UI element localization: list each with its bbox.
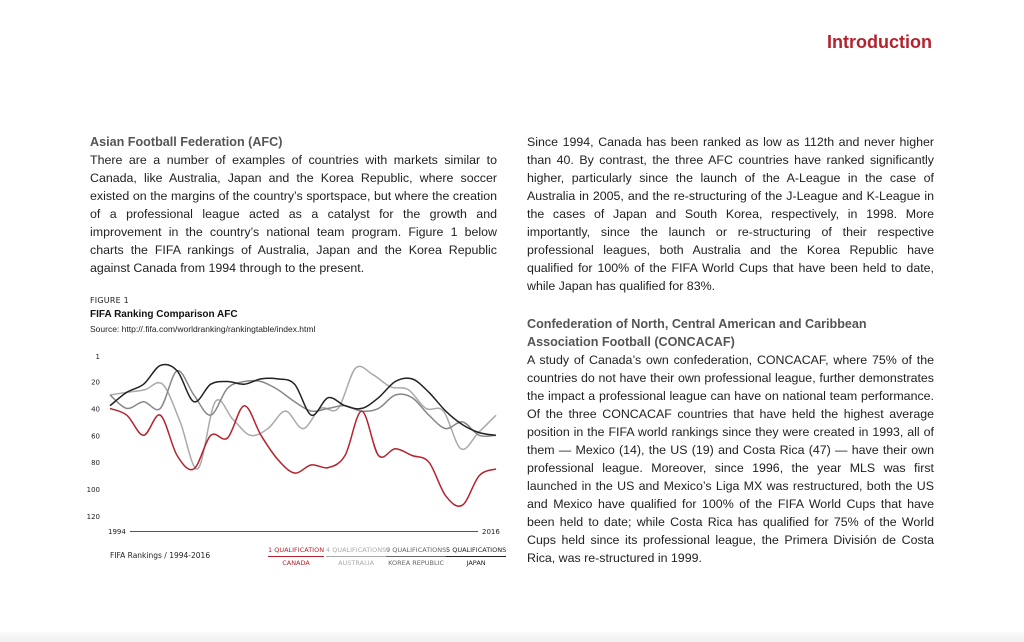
y-tick-label: 1 (95, 353, 100, 361)
y-tick-label: 120 (86, 513, 100, 521)
ranking-paragraph: Since 1994, Canada has been ranked as low as 112th and never higher than 40. By contrast, the three AFC countries have ranked significantly higher, particularly since the launch of the A-League in the case of Australia in 2005, and the re-structuring of the J-League and K-League in the cases of Japan and South Korea, respectively, in 1998. More importantly, since the launch or re-structuring of their respective professional leagues, both Australia and the Korea Republic have qualified for 100% of the FIFA World Cups that have been held to date, while Japan has qualified for 83%. (527, 135, 934, 293)
page-header: Introduction (827, 32, 932, 52)
concacaf-paragraph: A study of Canada’s own confederation, CONCACAF, where 75% of the countries do not have their own professional league, further demonstrates the impact a professional league can have on national team performance. Of the three CONCACAF countries that have held the highest average position in the FIFA world rankings since they were created in 1993, all of them — Mexico (14), the US (19) and Costa Rica (47) — have their own professional league. Moreover, since 1996, the year MLS was first launched in the US and Mexico’s Liga MX was restructured, both the US and Mexico have qualified for 100% of the FIFA World Cups that have been held to date; while Costa Rica has qualified for 75% of the World Cups held since its professional league, the Primera División de Costa Rica, was re-structured in 1999. (527, 353, 934, 565)
left-column (90, 133, 497, 277)
legend-australia-name: AUSTRALIA (338, 559, 375, 567)
legend-korea-qualifications: 9 QUALIFICATIONS (386, 546, 446, 557)
y-tick-label: 40 (91, 405, 100, 414)
concacaf-heading: Confederation of North, Central American and Caribbean Association Football (CONCACAF) (527, 317, 867, 349)
right-column (527, 133, 934, 567)
legend-canada (268, 546, 324, 567)
chart-series (110, 364, 496, 506)
x-end-label: 2016 (482, 528, 500, 536)
y-tick-label: 20 (91, 378, 100, 387)
legend-australia-qualifications: 4 QUALIFICATIONS (326, 546, 386, 557)
y-tick-label: 100 (86, 486, 100, 495)
y-tick-label: 60 (91, 432, 100, 441)
legend-canada-qualifications: 1 QUALIFICATION (268, 546, 324, 557)
series-line-canada (110, 406, 496, 507)
y-axis (87, 353, 100, 521)
figure-label: FIGURE 1 (90, 296, 129, 305)
afc-heading: Asian Football Federation (AFC) (90, 135, 283, 149)
legend-australia (326, 546, 386, 567)
legend-korea-name: KOREA REPUBLIC (388, 559, 445, 567)
legend-korea (386, 546, 446, 567)
bottom-bar (0, 632, 1024, 642)
x-start-label: 1994 (108, 528, 126, 536)
figure-title: FIFA Ranking Comparison AFC (90, 309, 238, 320)
afc-paragraph: There are a number of examples of countries with markets similar to Canada, like Australia, Japan and the Korea Republic, where soccer existed on the margins of the country’s sportspace, but where the creation of a professional league acted as a catalyst for the growth and improvement in the country’s national team program. Figure 1 below charts the FIFA rankings of Australia, Japan and the Korea Republic against Canada from 1994 through to the present. (90, 153, 497, 275)
figure-footer: FIFA Rankings / 1994-2016 (110, 551, 211, 560)
ranking-chart (80, 342, 500, 542)
legend-japan-name: JAPAN (466, 559, 486, 567)
series-line-australia (110, 366, 496, 469)
x-axis (108, 528, 500, 536)
legend-japan (446, 546, 506, 567)
legend-canada-name: CANADA (282, 559, 310, 567)
y-tick-label: 80 (91, 459, 100, 468)
figure-source: Source: http://.fifa.com/worldranking/rankingtable/index.html (90, 324, 316, 334)
legend-japan-qualifications: 5 QUALIFICATIONS (446, 546, 506, 557)
